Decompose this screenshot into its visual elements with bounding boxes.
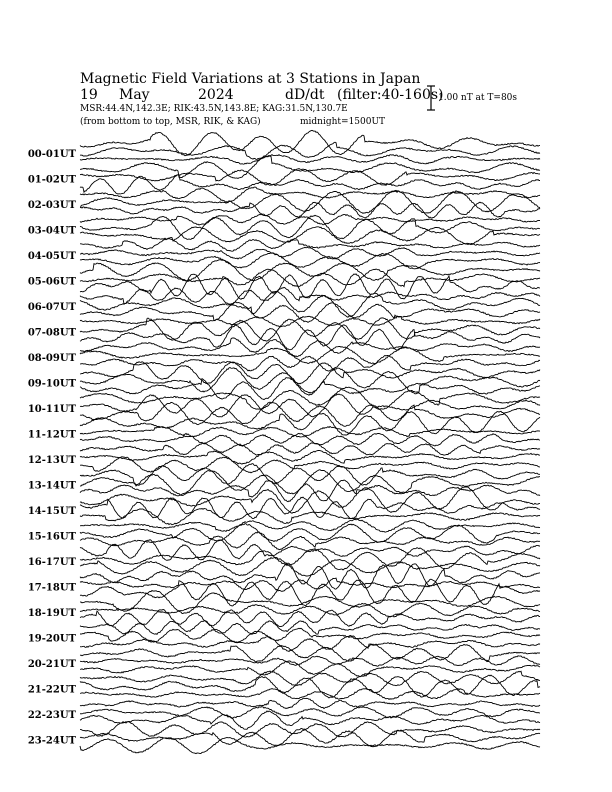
date-day: 19 [80, 87, 98, 103]
waveform-kag [80, 260, 540, 281]
hour-row-label: 14-15UT [27, 506, 76, 517]
waveform-msr [80, 457, 540, 473]
hour-row-label: 05-06UT [27, 276, 76, 288]
waveform-rik [80, 291, 540, 317]
waveform-rik [80, 247, 540, 259]
hour-row-label: 22-23UT [27, 710, 76, 721]
waveform-msr [80, 636, 540, 652]
hour-row-label: 07-08UT [27, 327, 76, 339]
waveform-kag [80, 722, 540, 738]
hour-row-label: 21-22UT [27, 684, 76, 696]
hour-row-label: 11-12UT [27, 429, 76, 441]
station-order-note: (from bottom to top, MSR, RIK, & KAG) [80, 117, 261, 127]
waveform-msr [80, 227, 540, 245]
scale-bar-label: 1.00 nT at T=80s [438, 93, 518, 103]
waveform-msr [80, 688, 540, 699]
hour-row-label: 06-07UT [27, 302, 76, 313]
hour-row-label: 15-16UT [27, 531, 76, 543]
waveform-kag [80, 287, 540, 304]
waveform-kag [80, 156, 540, 179]
waveform-kag [80, 238, 540, 251]
hour-row-label: 02-03UT [27, 200, 76, 211]
waveform-msr [80, 175, 540, 194]
waveform-kag [80, 130, 540, 155]
waveform-msr [80, 155, 540, 165]
hour-row-label: 16-17UT [27, 557, 76, 568]
date-month: May [119, 87, 150, 103]
waveform-rik [80, 707, 540, 718]
scale-bar [427, 86, 435, 110]
hour-row-label: 13-14UT [27, 480, 76, 492]
waveform-rik [80, 578, 540, 591]
waveform-kag [80, 621, 540, 635]
waveform-rik [80, 269, 540, 287]
waveform-msr [80, 610, 540, 627]
chart-title: Magnetic Field Variations at 3 Stations in Japan [80, 71, 421, 87]
waveform-msr [80, 738, 540, 754]
hour-row-label: 08-09UT [27, 353, 76, 364]
hour-row-label: 19-20UT [27, 633, 76, 645]
waveform-rik [80, 394, 540, 417]
hour-row-label: 18-19UT [27, 608, 76, 619]
waveform-kag [80, 464, 540, 486]
hour-row-label: 10-11UT [27, 404, 76, 415]
quantity-label: dD/dt [285, 87, 325, 103]
waveform-msr [80, 557, 540, 576]
hour-row-label: 12-13UT [27, 455, 76, 466]
waveform-rik [80, 142, 540, 159]
waveform-kag [80, 338, 540, 357]
date-year: 2024 [198, 87, 234, 103]
hour-row-label: 09-10UT [27, 378, 76, 390]
waveform-rik [80, 346, 540, 363]
waveform-rik [80, 368, 540, 394]
waveform-kag [80, 519, 540, 532]
midnight-note: midnight=1500UT [300, 117, 386, 127]
waveform-msr [80, 508, 540, 524]
waveform-rik [80, 451, 540, 465]
waveform-msr [80, 355, 540, 371]
hour-row-label: 20-21UT [27, 659, 76, 670]
hour-row-label: 01-02UT [27, 174, 76, 186]
hour-row-label: 04-05UT [27, 251, 76, 262]
waveform-rik [80, 729, 540, 747]
waveform-rik [80, 427, 540, 438]
station-coordinates: MSR:44.4N,142.3E; RIK:43.5N,143.8E; KAG:31.5N,130.7E [80, 104, 348, 114]
waveform-kag [80, 187, 540, 202]
hour-row-label: 17-18UT [27, 582, 76, 594]
waveform-rik [80, 656, 540, 666]
hour-row-label: 03-04UT [27, 225, 76, 237]
waveform-kag [80, 698, 540, 708]
waveform-kag [80, 214, 540, 225]
filter-label: (filter:40-160s) [337, 87, 444, 103]
hour-row-label: 00-01UT [27, 149, 76, 160]
waveform-rik [80, 470, 540, 495]
hour-row-label: 23-24UT [27, 735, 76, 747]
waveform-msr [80, 480, 540, 502]
waveform-kag [80, 387, 540, 409]
